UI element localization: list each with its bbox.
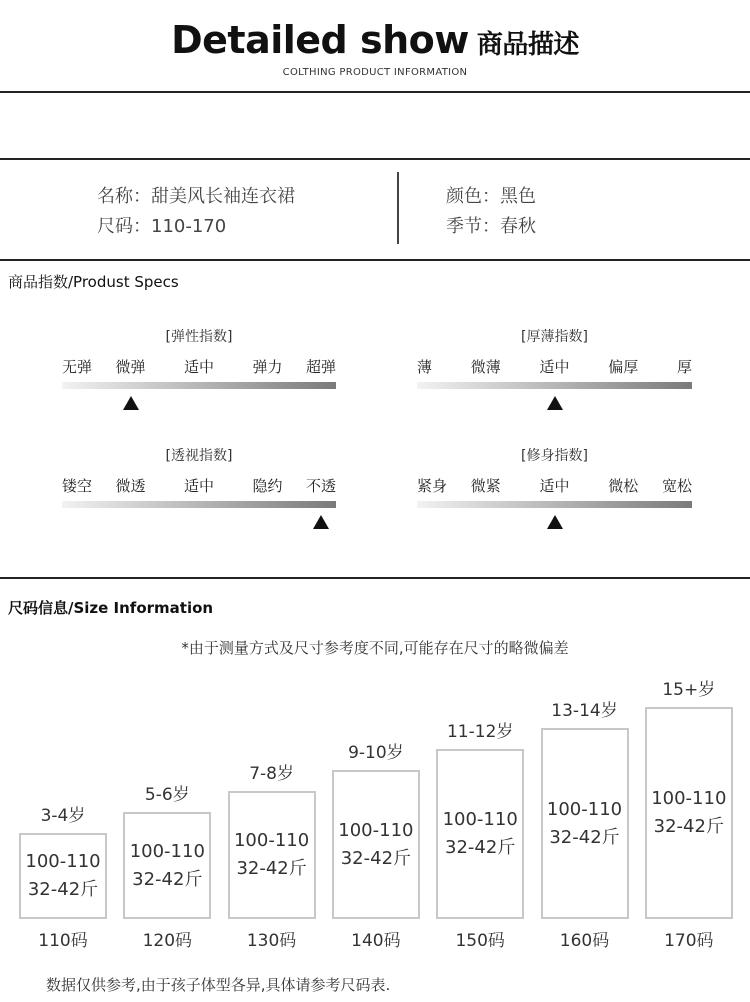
size-box xyxy=(228,791,316,919)
specs-heading: 商品指数/Produst Specs xyxy=(8,273,179,291)
scale-bar xyxy=(62,382,336,389)
size-weight-range: 32-42斤 xyxy=(445,837,516,858)
scale-label: 微紧 xyxy=(470,477,501,495)
size-box xyxy=(436,749,524,919)
scale-bar xyxy=(417,501,692,508)
scale-label: 镂空 xyxy=(62,477,93,495)
page-subtitle: COLTHING PRODUCT INFORMATION xyxy=(282,67,468,78)
size-height-range: 100-110 xyxy=(25,851,101,872)
size-box xyxy=(645,707,733,919)
size-height-range: 100-110 xyxy=(651,788,727,809)
size-weight-range: 32-42斤 xyxy=(340,847,412,869)
scale-label: 弹力 xyxy=(252,358,283,376)
size-box xyxy=(123,812,211,919)
size-code-label: 140码 xyxy=(351,931,401,951)
size-weight-range: 32-42斤 xyxy=(653,816,724,837)
size-weight-range: 32-42斤 xyxy=(132,868,203,890)
size-weight-range: 32-42斤 xyxy=(236,858,307,879)
scale-title: [厚薄指数] xyxy=(521,329,588,345)
scale-label: 适中 xyxy=(539,358,570,376)
size-box xyxy=(332,770,420,919)
size-weight-range: 32-42斤 xyxy=(27,879,99,900)
scale-label: 宽松 xyxy=(661,477,692,495)
scale-title: [透视指数] xyxy=(165,448,233,464)
scale-label: 无弹 xyxy=(62,358,93,376)
scale-label: 微透 xyxy=(115,477,146,495)
info-season: 季节：春秋 xyxy=(446,216,536,237)
scale-indicator-icon xyxy=(547,515,563,529)
size-age-label: 15+岁 xyxy=(662,680,716,700)
size-age-label: 5-6岁 xyxy=(144,785,190,805)
divider-specs xyxy=(0,259,750,261)
size-heading: 尺码信息/Size Information xyxy=(8,599,214,617)
size-code-label: 120码 xyxy=(142,931,193,951)
scale-label: 厚 xyxy=(676,358,692,376)
scale-label: 适中 xyxy=(184,358,215,376)
scale-bar xyxy=(62,501,336,508)
size-age-label: 13-14岁 xyxy=(551,701,618,721)
footer-note: 数据仅供参考,由于孩子体型各异,具体请参考尺码表. xyxy=(46,976,391,994)
info-name: 名称：甜美风长袖连衣裙 xyxy=(97,186,295,207)
size-height-range: 100-110 xyxy=(546,798,623,820)
title-en: Detailed show xyxy=(171,18,469,62)
size-weight-range: 32-42斤 xyxy=(549,826,620,848)
scale-indicator-icon xyxy=(547,396,563,410)
scale-label: 隐约 xyxy=(252,477,283,495)
scale-label: 偏厚 xyxy=(608,358,639,376)
size-age-label: 11-12岁 xyxy=(446,722,514,742)
scale-label: 微松 xyxy=(608,477,639,495)
scale-label: 微薄 xyxy=(470,358,501,376)
title-cn: 商品描述 xyxy=(476,30,579,60)
divider-size xyxy=(0,577,750,579)
divider-top xyxy=(0,91,750,93)
size-code-label: 170码 xyxy=(664,931,714,951)
size-age-label: 9-10岁 xyxy=(348,743,404,763)
size-height-range: 100-110 xyxy=(338,819,414,841)
page-title xyxy=(0,18,750,62)
size-box xyxy=(19,833,107,919)
size-code-label: 160码 xyxy=(559,931,610,951)
size-code-label: 150码 xyxy=(455,931,505,951)
size-age-label: 3-4岁 xyxy=(40,806,86,826)
divider-info-top xyxy=(0,158,750,160)
scale-label: 超弹 xyxy=(305,358,336,376)
size-note: *由于测量方式及尺寸参考度不同,可能存在尺寸的略微偏差 xyxy=(181,639,569,657)
scale-label: 紧身 xyxy=(417,477,448,495)
info-size: 尺码：110-170 xyxy=(97,216,227,237)
info-separator xyxy=(397,172,399,244)
scale-indicator-icon xyxy=(123,396,139,410)
size-code-label: 130码 xyxy=(246,931,297,951)
size-code-label: 110码 xyxy=(38,931,88,951)
scale-bar xyxy=(417,382,692,389)
info-color: 颜色：黑色 xyxy=(446,186,536,207)
size-height-range: 100-110 xyxy=(233,830,310,851)
size-height-range: 100-110 xyxy=(442,809,518,830)
scale-title: [修身指数] xyxy=(521,448,588,464)
size-age-label: 7-8岁 xyxy=(249,764,294,784)
scale-label: 不透 xyxy=(305,477,336,495)
scale-title: [弹性指数] xyxy=(165,329,233,345)
scale-label: 薄 xyxy=(417,358,433,376)
scale-label: 微弹 xyxy=(115,358,146,376)
scale-indicator-icon xyxy=(313,515,329,529)
scale-label: 适中 xyxy=(184,477,215,495)
size-height-range: 100-110 xyxy=(129,840,205,862)
size-box xyxy=(541,728,629,919)
scale-label: 适中 xyxy=(539,477,570,495)
